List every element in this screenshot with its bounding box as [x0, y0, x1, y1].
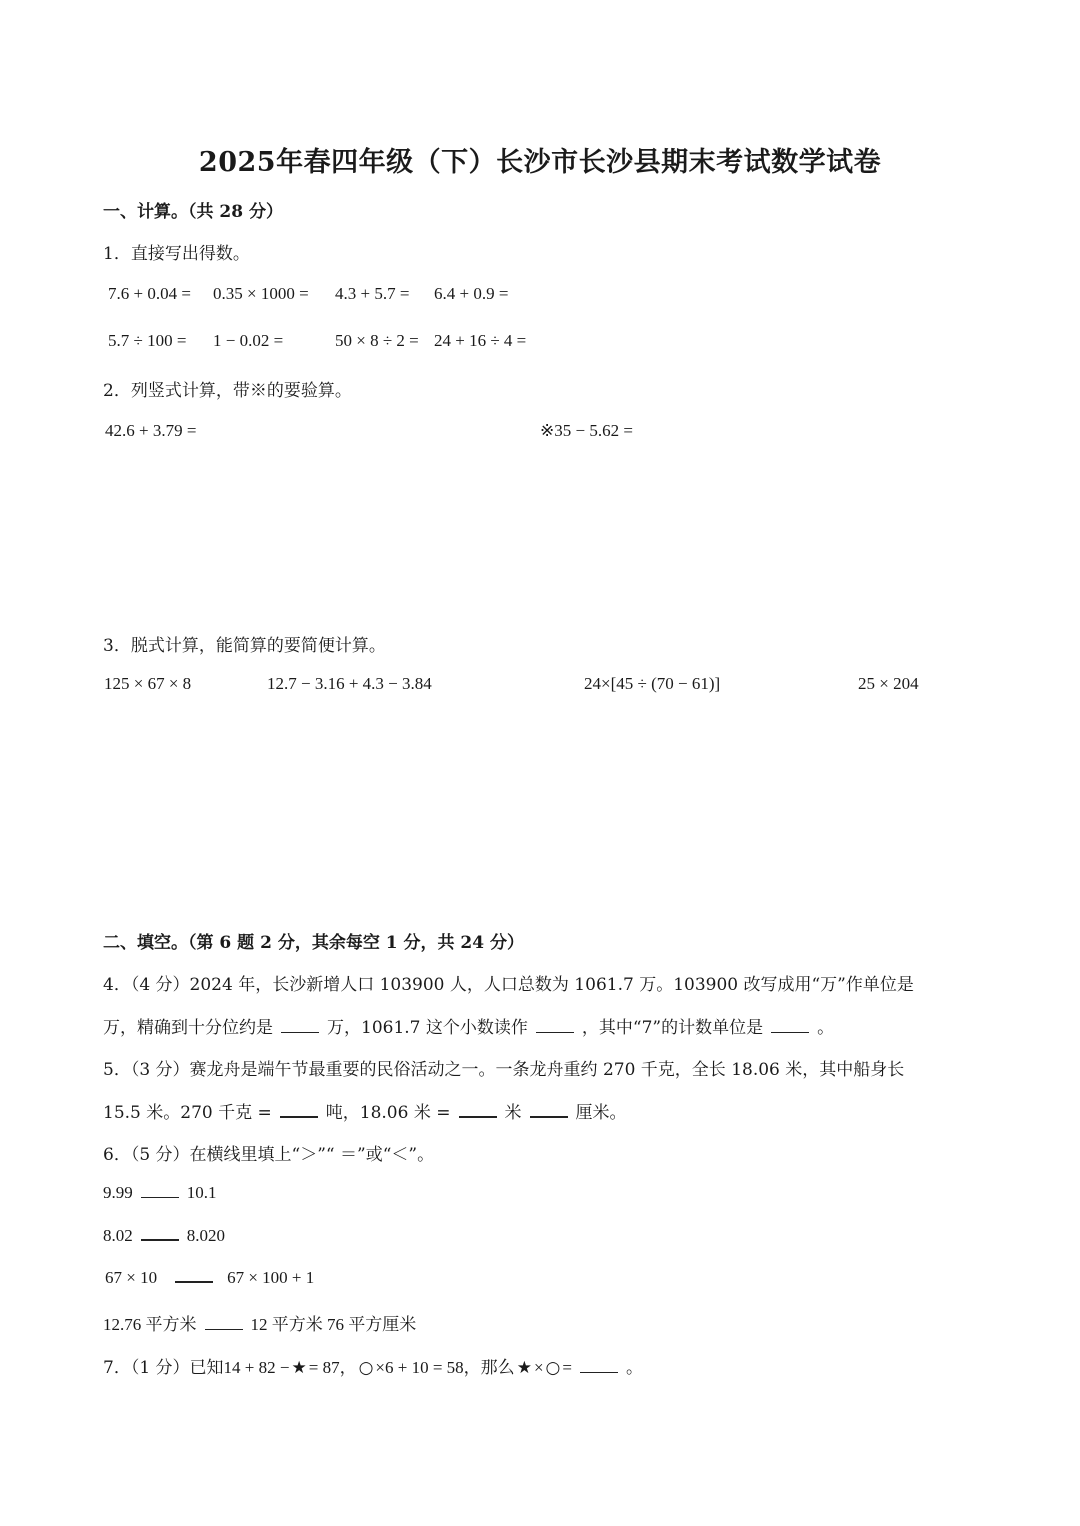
answer-blank[interactable] — [141, 1225, 179, 1241]
question-5-text: 吨，18.06 米 = — [325, 1103, 451, 1123]
question-7 — [103, 1353, 643, 1378]
section-2-heading: 二、填空。（第 6 题 2 分，其余每空 1 分，共 24 分） — [103, 933, 524, 953]
answer-blank[interactable] — [530, 1102, 568, 1118]
compare-left: 9.99 — [103, 1183, 133, 1202]
compare-row — [103, 1225, 225, 1246]
compare-right: 67 × 100 + 1 — [227, 1268, 315, 1287]
question-1-label: 1．直接写出得数。 — [103, 244, 250, 264]
stepwise-calc-item: 25 × 204 — [858, 674, 919, 693]
answer-blank[interactable] — [205, 1315, 243, 1330]
compare-row — [103, 1310, 416, 1335]
question-6-label: 6．（5 分）在横线里填上“＞”“ ＝”或“＜”。 — [103, 1145, 435, 1165]
oral-calc-item: 5.7 ÷ 100 = — [108, 331, 187, 350]
question-5-line-1: 5．（3 分）赛龙舟是端午节最重要的民俗活动之一。一条龙舟重约 270 千克，全长 18.06 米，其中船身长 — [103, 1060, 905, 1080]
question-5-line-2 — [103, 1098, 627, 1123]
oral-calc-item: 0.35 × 1000 = — [213, 284, 309, 303]
question-4-text: ，其中“7”的计数单位是 — [581, 1018, 764, 1038]
oral-calc-item: 6.4 + 0.9 = — [434, 284, 509, 303]
compare-row — [103, 1183, 217, 1203]
oral-calc-item: 7.6 + 0.04 = — [108, 284, 191, 303]
oral-calc-item: 24 + 16 ÷ 4 = — [434, 331, 527, 350]
oral-calc-item: 50 × 8 ÷ 2 = — [335, 331, 419, 350]
compare-left: 8.02 — [103, 1226, 133, 1245]
question-7-text: = 87， — [308, 1358, 357, 1377]
question-4-text: 万，精确到十分位约是 — [103, 1018, 273, 1038]
question-3-label: 3．脱式计算，能简算的要简便计算。 — [103, 636, 386, 656]
answer-blank[interactable] — [280, 1102, 318, 1118]
question-7-text: 7．（1 分）已知 — [103, 1358, 224, 1378]
compare-right: 12 平方米 76 平方厘米 — [250, 1315, 417, 1334]
oral-calc-item: 1 − 0.02 = — [213, 331, 284, 350]
star-icon: ★ — [291, 1358, 307, 1378]
question-7-text: = — [562, 1358, 572, 1377]
page-title: 2025年春四年级（下）长沙市长沙县期末考试数学试卷 — [198, 147, 882, 178]
compare-left: 67 × 10 — [105, 1268, 158, 1287]
question-5-text: 15.5 米。270 千克 = — [103, 1103, 272, 1123]
question-4-line-2 — [103, 1013, 834, 1038]
section-1-heading: 一、计算。（共 28 分） — [103, 202, 283, 222]
compare-right: 10.1 — [186, 1183, 217, 1202]
answer-blank[interactable] — [281, 1018, 319, 1033]
answer-blank[interactable] — [459, 1102, 497, 1118]
stepwise-calc-item: 24×[45 ÷ (70 − 61)] — [584, 674, 721, 693]
answer-blank[interactable] — [175, 1267, 213, 1283]
question-5-text: 厘米。 — [575, 1103, 627, 1123]
stepwise-calc-item: 125 × 67 × 8 — [104, 674, 192, 693]
circle-icon: ○ — [358, 1358, 374, 1378]
answer-blank[interactable] — [141, 1183, 179, 1198]
question-7-text: ×6 + 10 = 58，那么 — [375, 1358, 515, 1377]
vertical-calc-item: 42.6 + 3.79 = — [105, 421, 197, 440]
question-4-text: 万，1061.7 这个小数读作 — [327, 1018, 528, 1038]
answer-blank[interactable] — [536, 1018, 574, 1033]
compare-row — [105, 1267, 314, 1288]
question-7-text: 14 + 82 − — [223, 1358, 290, 1377]
stepwise-calc-item: 12.7 − 3.16 + 4.3 − 3.84 — [267, 674, 432, 693]
question-7-text: × — [533, 1358, 544, 1377]
question-5-text: 米 — [504, 1103, 522, 1123]
question-4-line-1: 4．（4 分）2024 年，长沙新增人口 103900 人，人口总数为 1061.7 万。103900 改写成用“万”作单位是 — [103, 975, 914, 995]
oral-calc-item: 4.3 + 5.7 = — [335, 284, 410, 303]
answer-blank[interactable] — [580, 1358, 618, 1373]
question-7-text: 。 — [625, 1358, 643, 1378]
compare-left: 12.76 平方米 — [103, 1315, 197, 1334]
star-icon: ★ — [516, 1358, 532, 1378]
vertical-calc-item: ※35 − 5.62 = — [540, 421, 633, 440]
answer-blank[interactable] — [771, 1018, 809, 1033]
question-2-label: 2．列竖式计算，带※的要验算。 — [103, 381, 352, 401]
circle-icon: ○ — [545, 1358, 561, 1378]
compare-right: 8.020 — [186, 1226, 225, 1245]
question-4-text: 。 — [817, 1018, 835, 1038]
